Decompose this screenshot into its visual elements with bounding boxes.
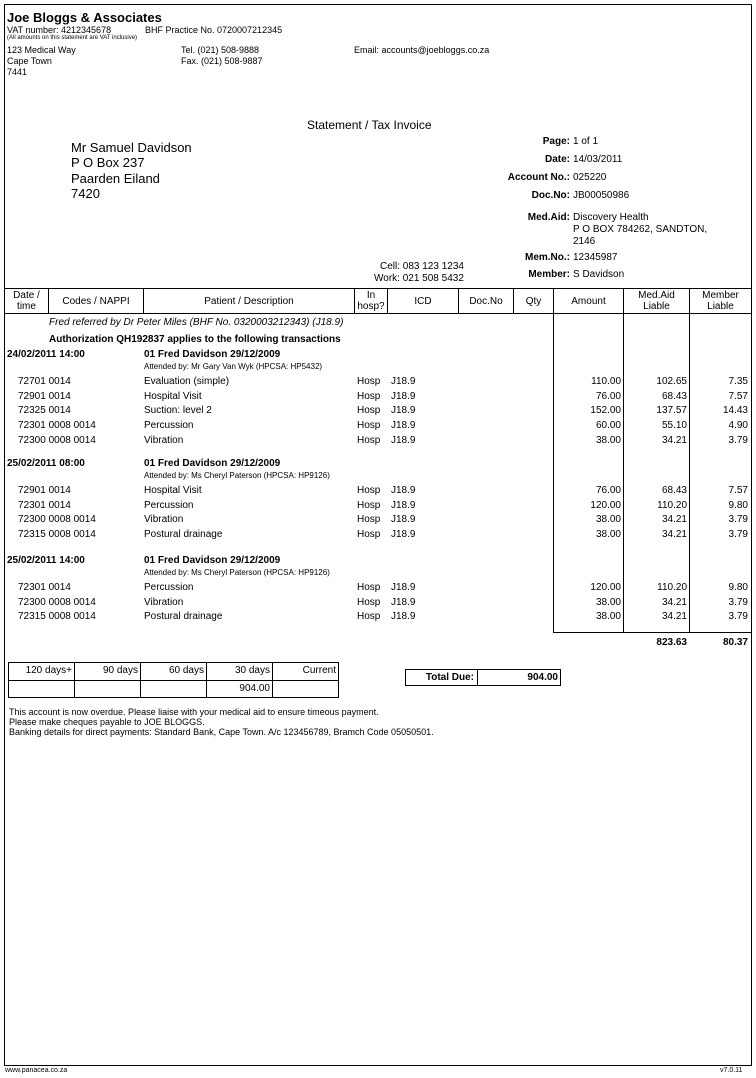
member-label: Member: bbox=[528, 269, 570, 280]
row-code: 72301 0014 bbox=[18, 582, 71, 593]
row-hosp: Hosp bbox=[357, 582, 381, 593]
row-icd: J18.9 bbox=[391, 596, 416, 608]
row-member: 3.79 bbox=[728, 514, 748, 526]
doc-no-value: JB00050986 bbox=[573, 190, 630, 201]
table-row bbox=[0, 435, 756, 449]
row-code: 72315 0008 0014 bbox=[18, 611, 96, 623]
table-row bbox=[0, 391, 756, 405]
vat-note: (All amounts on this statement are VAT inclusive) bbox=[7, 35, 138, 41]
row-icd: J18.9 bbox=[391, 405, 416, 417]
col-codes: Codes / NAPPI bbox=[62, 295, 130, 307]
group-attended-by: Attended by: Ms Cheryl Paterson (HPCSA: HP9126) bbox=[144, 568, 330, 577]
table-row bbox=[0, 420, 756, 434]
row-icd: J18.9 bbox=[391, 582, 416, 593]
row-icd: J18.9 bbox=[391, 376, 416, 387]
age-current: Current bbox=[302, 665, 336, 676]
doc-title: Statement / Tax Invoice bbox=[307, 118, 432, 132]
row-member: 9.80 bbox=[728, 582, 748, 593]
group-header bbox=[0, 349, 756, 363]
row-amount: 38.00 bbox=[595, 596, 621, 608]
row-amount: 38.00 bbox=[595, 611, 621, 623]
row-medaid: 34.21 bbox=[661, 514, 687, 526]
recipient-line-4: 7420 bbox=[71, 186, 100, 201]
age-30: 30 days bbox=[234, 665, 270, 676]
row-code: 72325 0014 bbox=[18, 405, 71, 417]
group-header bbox=[0, 555, 756, 569]
row-medaid: 68.43 bbox=[661, 485, 687, 496]
row-member: 7.57 bbox=[728, 390, 748, 402]
row-desc: Percussion bbox=[144, 420, 194, 432]
col-amount: Amount bbox=[571, 295, 606, 307]
recipient-line-3: Paarden Eiland bbox=[71, 171, 160, 186]
row-code: 72701 0014 bbox=[18, 376, 71, 387]
row-icd: J18.9 bbox=[391, 485, 416, 496]
footer-url: www.panacea.co.za bbox=[5, 1067, 68, 1074]
table-row bbox=[0, 582, 756, 596]
referral-note: Fred referred by Dr Peter Miles (BHF No. 0320003212343) (J18.9) bbox=[49, 317, 344, 328]
row-medaid: 55.10 bbox=[661, 420, 687, 432]
total-due-label: Total Due: bbox=[425, 672, 474, 683]
row-desc: Percussion bbox=[144, 582, 194, 593]
group-attended-by: Attended by: Ms Cheryl Paterson (HPCSA: HP9126) bbox=[144, 471, 330, 480]
row-desc: Evaluation (simple) bbox=[144, 376, 230, 387]
row-desc: Postural drainage bbox=[144, 611, 223, 623]
table-row bbox=[0, 376, 756, 390]
row-amount: 76.00 bbox=[595, 390, 621, 402]
total-due-value: 904.00 bbox=[527, 672, 558, 683]
row-amount: 38.00 bbox=[595, 529, 621, 541]
row-member: 4.90 bbox=[728, 420, 748, 432]
age-30-value: 904.00 bbox=[239, 683, 270, 694]
col-date: Date / time bbox=[13, 290, 40, 312]
row-medaid: 34.21 bbox=[661, 434, 687, 446]
total-member: 80.37 bbox=[722, 637, 748, 648]
group-patient: 01 Fred Davidson 29/12/2009 bbox=[144, 555, 281, 566]
row-hosp: Hosp bbox=[357, 405, 381, 417]
page-label: Page: bbox=[542, 136, 570, 147]
date-value: 14/03/2011 bbox=[573, 154, 623, 165]
group-attended-by: Attended by: Mr Gary Van Wyk (HPCSA: HP5432) bbox=[144, 362, 323, 371]
row-icd: J18.9 bbox=[391, 390, 416, 402]
row-member: 3.79 bbox=[728, 434, 748, 446]
row-amount: 60.00 bbox=[595, 420, 621, 432]
row-amount: 110.00 bbox=[591, 376, 621, 387]
vat-number: VAT number: 4212345678 bbox=[7, 25, 112, 35]
row-amount: 120.00 bbox=[590, 582, 621, 593]
table-row bbox=[0, 485, 756, 499]
row-medaid: 102.65 bbox=[656, 376, 687, 387]
table-row bbox=[0, 597, 756, 611]
row-desc: Hospital Visit bbox=[144, 485, 202, 496]
age-90: 90 days bbox=[102, 665, 138, 676]
row-medaid: 110.20 bbox=[657, 582, 687, 593]
row-icd: J18.9 bbox=[391, 514, 416, 526]
row-icd: J18.9 bbox=[391, 611, 416, 623]
mem-no-label: Mem.No.: bbox=[525, 252, 570, 263]
col-qty: Qty bbox=[525, 295, 542, 307]
note-1: This account is now overdue. Please liaise with your medical aid to ensure timeous payment. bbox=[9, 707, 379, 717]
group-patient: 01 Fred Davidson 29/12/2009 bbox=[144, 349, 281, 360]
row-member: 14.43 bbox=[722, 405, 748, 417]
row-member: 3.79 bbox=[728, 529, 748, 541]
row-hosp: Hosp bbox=[357, 611, 381, 623]
row-member: 7.57 bbox=[728, 485, 748, 496]
col-medaid: Med.Aid Liable bbox=[638, 290, 675, 312]
row-medaid: 34.21 bbox=[661, 596, 687, 608]
medaid-label: Med.Aid: bbox=[527, 212, 570, 223]
row-member: 3.79 bbox=[728, 611, 748, 623]
authorization-note: Authorization QH192837 applies to the following transactions bbox=[49, 334, 341, 345]
row-member: 9.80 bbox=[728, 499, 748, 511]
table-row bbox=[0, 529, 756, 543]
practice-name: Joe Bloggs & Associates bbox=[7, 10, 162, 25]
account-value: 025220 bbox=[573, 172, 607, 183]
medaid-name: Discovery Health bbox=[573, 212, 649, 223]
row-amount: 152.00 bbox=[590, 405, 621, 417]
fax: Fax. (021) 508-9887 bbox=[181, 56, 263, 66]
account-label: Account No.: bbox=[507, 172, 570, 183]
col-hosp: In hosp? bbox=[357, 290, 385, 312]
row-amount: 38.00 bbox=[595, 514, 621, 526]
address-line-2: Cape Town bbox=[7, 56, 52, 66]
row-member: 7.35 bbox=[728, 376, 748, 387]
recipient-line-2: P O Box 237 bbox=[71, 155, 145, 170]
row-code: 72300 0008 0014 bbox=[18, 514, 96, 526]
table-row bbox=[0, 405, 756, 419]
row-code: 72300 0008 0014 bbox=[18, 596, 96, 608]
row-desc: Vibration bbox=[144, 434, 184, 446]
row-hosp: Hosp bbox=[357, 376, 381, 387]
row-code: 72901 0014 bbox=[18, 390, 71, 402]
row-amount: 76.00 bbox=[595, 485, 621, 496]
row-desc: Suction: level 2 bbox=[144, 405, 212, 417]
row-amount: 120.00 bbox=[590, 499, 621, 511]
footer-version: v7.0.11 bbox=[720, 1067, 743, 1074]
cell-number: Cell: 083 123 1234 bbox=[380, 261, 464, 272]
row-icd: J18.9 bbox=[391, 499, 416, 511]
email: Email: accounts@joebloggs.co.za bbox=[354, 45, 490, 55]
row-desc: Hospital Visit bbox=[144, 390, 202, 402]
row-medaid: 137.57 bbox=[656, 405, 687, 417]
row-hosp: Hosp bbox=[357, 499, 381, 511]
row-medaid: 68.43 bbox=[661, 390, 687, 402]
row-code: 72301 0008 0014 bbox=[18, 420, 96, 432]
page-value: 1 of 1 bbox=[573, 136, 599, 147]
row-icd: J18.9 bbox=[391, 420, 416, 432]
doc-no-label: Doc.No: bbox=[531, 190, 570, 201]
row-hosp: Hosp bbox=[357, 596, 381, 608]
row-icd: J18.9 bbox=[391, 434, 416, 446]
age-120: 120 days+ bbox=[25, 665, 72, 676]
row-code: 72301 0014 bbox=[18, 499, 71, 511]
row-member: 3.79 bbox=[728, 596, 748, 608]
row-desc: Vibration bbox=[144, 596, 184, 608]
row-medaid: 110.20 bbox=[657, 499, 687, 511]
note-3: Banking details for direct payments: Standard Bank, Cape Town. A/c 123456789, Bramch Code 05050501. bbox=[9, 727, 434, 737]
row-desc: Percussion bbox=[144, 499, 194, 511]
row-hosp: Hosp bbox=[357, 485, 381, 496]
row-medaid: 34.21 bbox=[661, 529, 687, 541]
row-amount: 38.00 bbox=[595, 434, 621, 446]
col-docno: Doc.No bbox=[469, 295, 503, 307]
row-hosp: Hosp bbox=[357, 420, 381, 432]
group-datetime: 24/02/2011 14:00 bbox=[7, 349, 85, 360]
row-code: 72315 0008 0014 bbox=[18, 529, 96, 541]
table-row bbox=[0, 611, 756, 625]
row-desc: Vibration bbox=[144, 514, 184, 526]
medaid-address: P O BOX 784262, SANDTON, bbox=[573, 224, 708, 235]
table-row bbox=[0, 500, 756, 514]
group-datetime: 25/02/2011 08:00 bbox=[7, 458, 85, 469]
group-header bbox=[0, 458, 756, 472]
row-hosp: Hosp bbox=[357, 390, 381, 402]
row-icd: J18.9 bbox=[391, 529, 416, 541]
table-row bbox=[0, 514, 756, 528]
row-code: 72901 0014 bbox=[18, 485, 71, 496]
tel: Tel. (021) 508-9888 bbox=[181, 45, 260, 55]
row-hosp: Hosp bbox=[357, 529, 381, 541]
group-datetime: 25/02/2011 14:00 bbox=[7, 555, 85, 566]
row-code: 72300 0008 0014 bbox=[18, 434, 96, 446]
note-2: Please make cheques payable to JOE BLOGGS. bbox=[9, 717, 205, 727]
address-line-3: 7441 bbox=[7, 67, 28, 77]
row-medaid: 34.21 bbox=[661, 611, 687, 623]
col-member: Member Liable bbox=[702, 290, 739, 312]
row-desc: Postural drainage bbox=[144, 529, 223, 541]
row-hosp: Hosp bbox=[357, 514, 381, 526]
medaid-code: 2146 bbox=[573, 236, 596, 247]
date-label: Date: bbox=[544, 154, 570, 165]
row-hosp: Hosp bbox=[357, 434, 381, 446]
address-line-1: 123 Medical Way bbox=[7, 45, 76, 55]
group-patient: 01 Fred Davidson 29/12/2009 bbox=[144, 458, 281, 469]
total-medaid: 823.63 bbox=[656, 637, 687, 648]
work-number: Work: 021 508 5432 bbox=[374, 273, 464, 284]
bhf-number: BHF Practice No. 0720007212345 bbox=[145, 25, 283, 35]
recipient-name: Mr Samuel Davidson bbox=[71, 140, 192, 155]
member-value: S Davidson bbox=[573, 269, 625, 280]
age-60: 60 days bbox=[168, 665, 204, 676]
col-desc: Patient / Description bbox=[204, 295, 294, 307]
mem-no-value: 12345987 bbox=[573, 252, 618, 263]
col-icd: ICD bbox=[414, 295, 432, 307]
